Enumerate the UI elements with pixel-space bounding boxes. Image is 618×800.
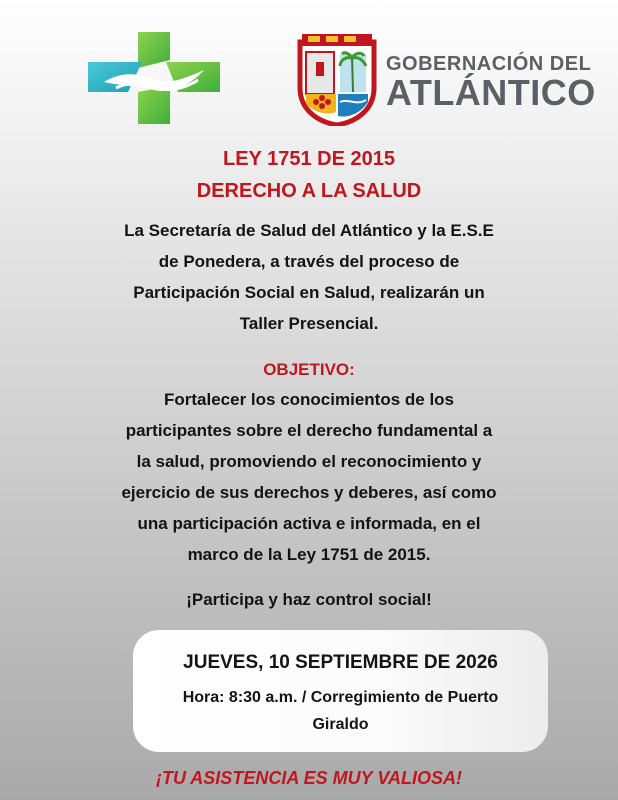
gobernacion-wordmark [386, 54, 596, 111]
intro-line: Participación Social en Salud, realizarán un [133, 283, 485, 302]
objective-line: una participación activa e informada, en el [137, 514, 481, 533]
event-date: JUEVES, 10 SEPTIEMBRE DE 2026 [183, 652, 498, 673]
gobernacion-line1: GOBERNACIÓN DEL [386, 53, 592, 75]
objective-line: ejercicio de sus derechos y deberes, así como [121, 483, 497, 502]
law-title: LEY 1751 DE 2015 [223, 148, 395, 170]
intro-line: de Ponedera, a través del proceso de [158, 252, 460, 271]
event-location-line: Giraldo [312, 716, 369, 733]
atlantico-shield-icon [296, 32, 378, 126]
objective-line: la salud, promoviendo el reconocimiento y [136, 452, 482, 471]
intro-line: La Secretaría de Salud del Atlántico y la E.S.E [124, 221, 494, 240]
intro-paragraph [70, 215, 548, 339]
health-cross-hands-icon [86, 30, 222, 126]
event-time-location [133, 684, 548, 738]
gobernacion-logo [296, 32, 596, 126]
intro-line: Taller Presencial. [239, 314, 379, 333]
event-time-line: Hora: 8:30 a.m. / Corregimiento de Puerto [182, 689, 499, 706]
objective-paragraph [70, 384, 548, 570]
objective-line: Fortalecer los conocimientos de los [163, 390, 455, 409]
event-details-box [133, 630, 548, 752]
objective-label: OBJETIVO: [263, 360, 355, 379]
call-to-action: ¡Participa y haz control social! [186, 590, 432, 609]
objective-line: participantes sobre el derecho fundamental a [125, 421, 493, 440]
health-right-title: DERECHO A LA SALUD [196, 180, 422, 202]
objective-line: marco de la Ley 1751 de 2015. [187, 545, 431, 564]
footer-message: ¡TU ASISTENCIA ES MUY VALIOSA! [155, 768, 463, 788]
gobernacion-line2: ATLÁNTICO [386, 72, 596, 113]
